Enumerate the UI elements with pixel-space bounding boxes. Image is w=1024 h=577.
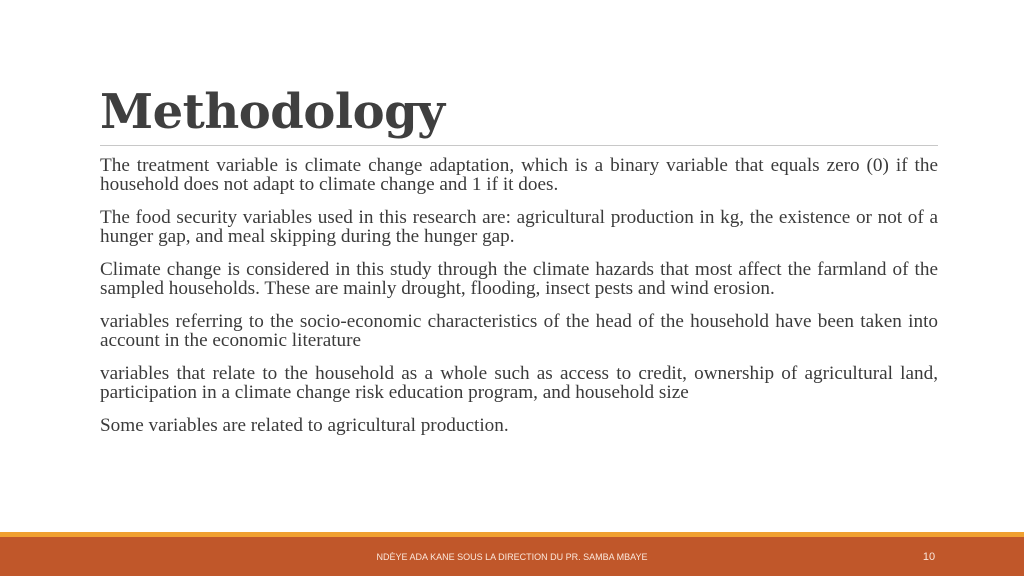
body-paragraph-climate-change: Climate change is considered in this study through the climate hazards that most affect the farmland of the sampled households. These are mainly drought, flooding, insect pests and wind erosion.: [100, 259, 938, 299]
page-number: 10: [922, 551, 936, 563]
slide-body: [100, 156, 938, 449]
body-paragraph-agricultural-production: Some variables are related to agricultural production.: [100, 415, 509, 436]
footer-bar: [0, 537, 1024, 576]
title-divider: [100, 145, 938, 146]
footer-author-text: NDÈYE ADA KANE SOUS LA DIRECTION DU PR. SAMBA MBAYE: [376, 552, 648, 562]
body-paragraph-treatment-variable: The treatment variable is climate change adaptation, which is a binary variable that equals zero (0) if the household does not adapt to climate change and 1 if it does.: [100, 155, 938, 195]
body-paragraph-food-security-variables: The food security variables used in this research are: agricultural production in kg, the existence or not of a hunger gap, and meal skipping during the hunger gap.: [100, 207, 938, 247]
body-paragraph-household-variables: variables that relate to the household as a whole such as access to credit, ownership of agricultural land, participation in a climate change risk education program, and household size: [100, 363, 938, 403]
body-paragraph-socio-economic-variables: variables referring to the socio-economic characteristics of the head of the household have been taken into account in the economic literature: [100, 311, 938, 351]
slide-title: Methodology: [100, 84, 445, 140]
